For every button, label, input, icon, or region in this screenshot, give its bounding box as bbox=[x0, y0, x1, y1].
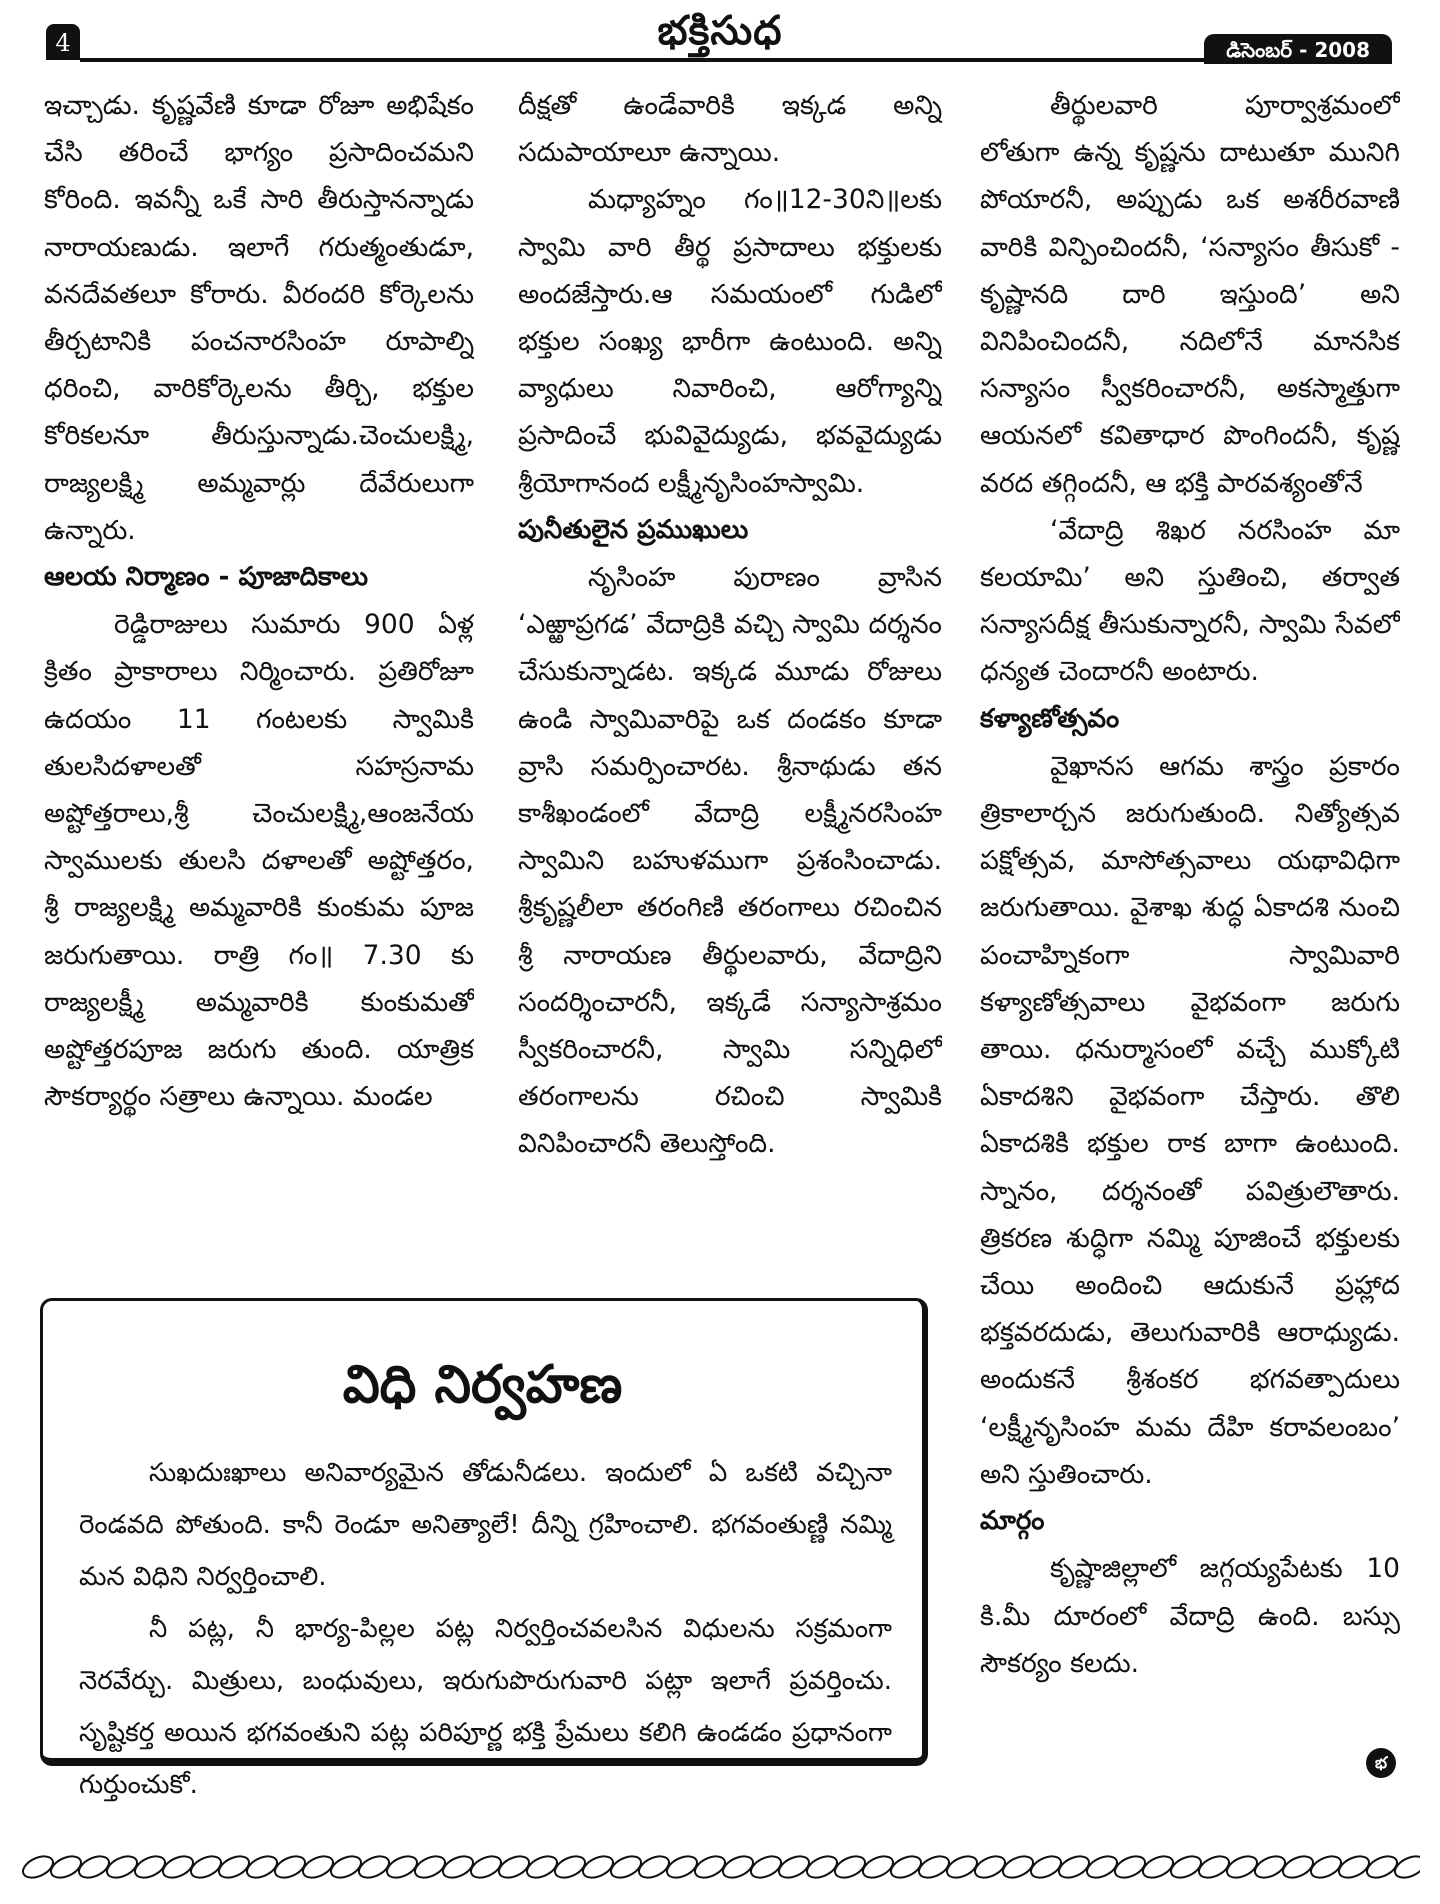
chain-link bbox=[972, 1852, 1009, 1882]
chain-link bbox=[1392, 1852, 1420, 1882]
chain-link bbox=[748, 1852, 785, 1882]
subheading-notables: పునీతులైన ప్రముఖులు bbox=[518, 514, 749, 545]
paragraph: దీక్షతో ఉండేవారికి ఇక్కడ అన్ని సదుపాయాలూ ఉన్నాయి. bbox=[518, 90, 942, 169]
chain-link bbox=[944, 1852, 981, 1882]
chain-link bbox=[76, 1852, 113, 1882]
decorative-chain-border bbox=[20, 1852, 1420, 1882]
chain-link bbox=[20, 1852, 56, 1882]
chain-link bbox=[552, 1852, 589, 1882]
paragraph: వైఖానస ఆగమ శాస్త్రం ప్రకారం త్రికాలార్చన జరుగుతుంది. నిత్యోత్సవ పక్షోత్సవ, మాసోత్సవాలు యథావిధిగా జరుగుతాయి. వైశాఖ శుద్ధ ఏకాదశి నుంచి పంచాహ్నికంగా స్వామివారి కళ్యాణోత్సవాలు వైభవంగా జరుగు తాయి. ధనుర్మాసంలో వచ్చే ముక్కోటి ఏకాదశిని వైభవంగా చేస్తారు. తొలి ఏకాదశికి భక్తుల రాక బాగా ఉంటుంది. స్నానం, దర్శనంతో పవిత్రులౌతారు. త్రికరణ శుద్ధిగా నమ్మి పూజించే భక్తులకు చేయి అందించి ఆదుకునే ప్రహ్లాద భక్తవరదుడు, తెలుగువారికి ఆరాధ్యుడు. అందుకనే శ్రీశంకర భగవత్పాదులు ‘లక్ష్మీనృసింహ మమ దేహి కరావలంబం’ అని స్తుతించారు. bbox=[980, 750, 1400, 1490]
chain-link bbox=[468, 1852, 505, 1882]
chain-link bbox=[1168, 1852, 1205, 1882]
chain-link bbox=[132, 1852, 169, 1882]
chain-link bbox=[1280, 1852, 1317, 1882]
subheading-temple-construction: ఆలయ నిర్మాణం - పూజాదికాలు bbox=[44, 562, 368, 593]
chain-link bbox=[832, 1852, 869, 1882]
chain-link bbox=[1364, 1852, 1401, 1882]
paragraph: నీ పట్ల, నీ భార్య-పిల్లల పట్ల నిర్వర్తించవలసిన విధులను సక్రమంగా నెరవేర్చు. మిత్రులు, బంధువులు, ఇరుగుపొరుగువారి పట్లా ఇలాగే ప్రవర్తించు. సృష్టికర్త అయిన భగవంతుని పట్ల పరిపూర్ణ భక్తి ప్రేమలు కలిగి ఉండడం ప్రధానంగా గుర్తుంచుకో. bbox=[79, 1614, 892, 1800]
chain-link bbox=[1196, 1852, 1233, 1882]
chain-link bbox=[272, 1852, 309, 1882]
chain-link bbox=[1000, 1852, 1037, 1882]
chain-link bbox=[608, 1852, 645, 1882]
paragraph: సుఖదుఃఖాలు అనివార్యమైన తోడునీడలు. ఇందులో ఏ ఒకటి వచ్చినా రెండవది పోతుంది. కానీ రెండూ అనిత్యాలే! దీన్ని గ్రహించాలి. భగవంతుణ్ణి నమ్మి మన విధిని నిర్వర్తించాలి. bbox=[79, 1458, 892, 1592]
chain-link bbox=[384, 1852, 421, 1882]
page-header bbox=[0, 0, 1440, 72]
masthead-title: భక్తిసుధ bbox=[657, 8, 783, 54]
chain-link bbox=[888, 1852, 925, 1882]
chain-link bbox=[1056, 1852, 1093, 1882]
chain-link bbox=[1084, 1852, 1121, 1882]
paragraph: ఇచ్చాడు. కృష్ణవేణి కూడా రోజూ అభిషేకం చేసి తరించే భాగ్యం ప్రసాదించమని కోరింది. ఇవన్నీ ఒకే సారి తీరుస్తానన్నాడు నారాయణుడు. ఇలాగే గరుత్మంతుడూ, వనదేవతలూ కోరారు. వీరందరి కోర్కెలను తీర్చటానికి పంచనారసింహ రూపాల్ని ధరించి, వారికోర్కెలను తీర్చి, భక్తుల కోరికలనూ తీరుస్తున్నాడు.చెంచులక్ష్మి, రాజ్యలక్ష్మి అమ్మవార్లు దేవేరులుగా ఉన్నారు. bbox=[44, 90, 474, 546]
paragraph: ‘వేదాద్రి శిఖర నరసింహ మా కలయామి’ అని స్తుతించి, తర్వాత సన్యాసదీక్ష తీసుకున్నారనీ, స్వామి సేవలో ధన్యత చెందారనీ అంటారు. bbox=[980, 514, 1400, 688]
article-end-mark: భ bbox=[1366, 1748, 1396, 1778]
column-1 bbox=[44, 82, 474, 1292]
chain-link bbox=[300, 1852, 337, 1882]
chain-link bbox=[188, 1852, 225, 1882]
paragraph: తీర్థులవారి పూర్వాశ్రమంలో లోతుగా ఉన్న కృష్ణను దాటుతూ మునిగి పోయారనీ, అప్పుడు ఒక అశరీరవాణి వారికి విన్పించిందనీ, ‘సన్యాసం తీసుకో - కృష్ణానది దారి ఇస్తుంది’ అని వినిపించిందనీ, నదిలోనే మానసిక సన్యాసం స్వీకరించారనీ, అకస్మాత్తుగా ఆయనలో కవితాధార పొంగిందనీ, కృష్ణ వరద తగ్గిందనీ, ఆ భక్తి పారవశ్యంతోనే bbox=[980, 90, 1400, 499]
chain-link bbox=[804, 1852, 841, 1882]
chain-link bbox=[692, 1852, 729, 1882]
inset-box bbox=[40, 1298, 928, 1800]
header-rule bbox=[80, 58, 1380, 62]
chain-link bbox=[48, 1852, 85, 1882]
subheading-route: మార్గం bbox=[980, 1506, 1045, 1537]
page-number: 4 bbox=[46, 24, 80, 60]
chain-link bbox=[1224, 1852, 1261, 1882]
chain-link bbox=[104, 1852, 141, 1882]
chain-link bbox=[580, 1852, 617, 1882]
inset-box-body bbox=[79, 1447, 892, 1811]
chain-link bbox=[916, 1852, 953, 1882]
chain-link bbox=[664, 1852, 701, 1882]
chain-link bbox=[496, 1852, 533, 1882]
chain-link bbox=[1028, 1852, 1065, 1882]
chain-link bbox=[440, 1852, 477, 1882]
subheading-kalyanotsavam: కళ్యాణోత్సవం bbox=[980, 703, 1120, 734]
chain-link bbox=[328, 1852, 365, 1882]
chain-link bbox=[160, 1852, 197, 1882]
column-2 bbox=[518, 82, 942, 1292]
chain-link bbox=[860, 1852, 897, 1882]
chain-link bbox=[1336, 1852, 1373, 1882]
chain-link bbox=[356, 1852, 393, 1882]
column-3 bbox=[980, 82, 1400, 1872]
paragraph: రెడ్డిరాజులు సుమారు 900 ఏళ్ల క్రితం ప్రాకారాలు నిర్మించారు. ప్రతిరోజూ ఉదయం 11 గంటలకు స్వామికి తులసిదళాలతో సహస్రనామ అష్టోత్తరాలు,శ్రీ చెంచులక్ష్మి,ఆంజనేయ స్వాములకు తులసి దళాలతో అష్టోత్తరం, శ్రీ రాజ్యలక్ష్మి అమ్మవారికి కుంకుమ పూజ జరుగుతాయి. రాత్రి గం॥ 7.30 కు రాజ్యలక్ష్మీ అమ్మవారికి కుంకుమతో అష్టోత్తరపూజ జరుగు తుంది. యాత్రిక సౌకర్యార్థం సత్రాలు ఉన్నాయి. మండల bbox=[44, 609, 474, 1113]
chain-link bbox=[1140, 1852, 1177, 1882]
chain-link bbox=[636, 1852, 673, 1882]
chain-link bbox=[720, 1852, 757, 1882]
chain-link bbox=[216, 1852, 253, 1882]
inset-box-title: విధి నిర్వహణ bbox=[342, 1355, 623, 1415]
chain-link bbox=[1112, 1852, 1149, 1882]
paragraph: నృసింహ పురాణం వ్రాసిన ‘ఎఱ్ఱాప్రగడ’ వేదాద్రికి వచ్చి స్వామి దర్శనం చేసుకున్నాడట. ఇక్కడ మూడు రోజులు ఉండి స్వామివారిపై ఒక దండకం కూడా వ్రాసి సమర్పించారట. శ్రీనాథుడు తన కాశీఖండంలో వేదాద్రి లక్ష్మీనరసింహ స్వామిని బహుళముగా ప్రశంసించాడు. శ్రీకృష్ణలీలా తరంగిణి తరంగాలు రచించిన శ్రీ నారాయణ తీర్థులవారు, వేదాద్రిని సందర్శించారనీ, ఇక్కడే సన్యాసాశ్రమం స్వీకరించారనీ, స్వామి సన్నిధిలో తరంగాలను రచించి స్వామికి వినిపించారనీ తెలుస్తోంది. bbox=[518, 562, 942, 1160]
paragraph: కృష్ణాజిల్లాలో జగ్గయ్యపేటకు 10 కి.మీ దూరంలో వేదాద్రి ఉంది. బస్సు సౌకర్యం కలదు. bbox=[980, 1553, 1400, 1679]
chain-link bbox=[776, 1852, 813, 1882]
chain-link bbox=[412, 1852, 449, 1882]
chain-link bbox=[244, 1852, 281, 1882]
issue-date: డిసెంబర్ - 2008 bbox=[1204, 34, 1392, 64]
paragraph: మధ్యాహ్నం గం॥12-30ని॥లకు స్వామి వారి తీర్థ ప్రసాదాలు భక్తులకు అందజేస్తారు.ఆ సమయంలో గుడిలో భక్తుల సంఖ్య భారీగా ఉంటుంది. అన్ని వ్యాధులు నివారించి, ఆరోగ్యాన్ని ప్రసాదించే భువివైద్యుడు, భవవైద్యుడు శ్రీయోగానంద లక్ష్మీనృసింహస్వామి. bbox=[518, 184, 942, 499]
chain-link bbox=[1308, 1852, 1345, 1882]
chain-link bbox=[1252, 1852, 1289, 1882]
chain-link bbox=[524, 1852, 561, 1882]
